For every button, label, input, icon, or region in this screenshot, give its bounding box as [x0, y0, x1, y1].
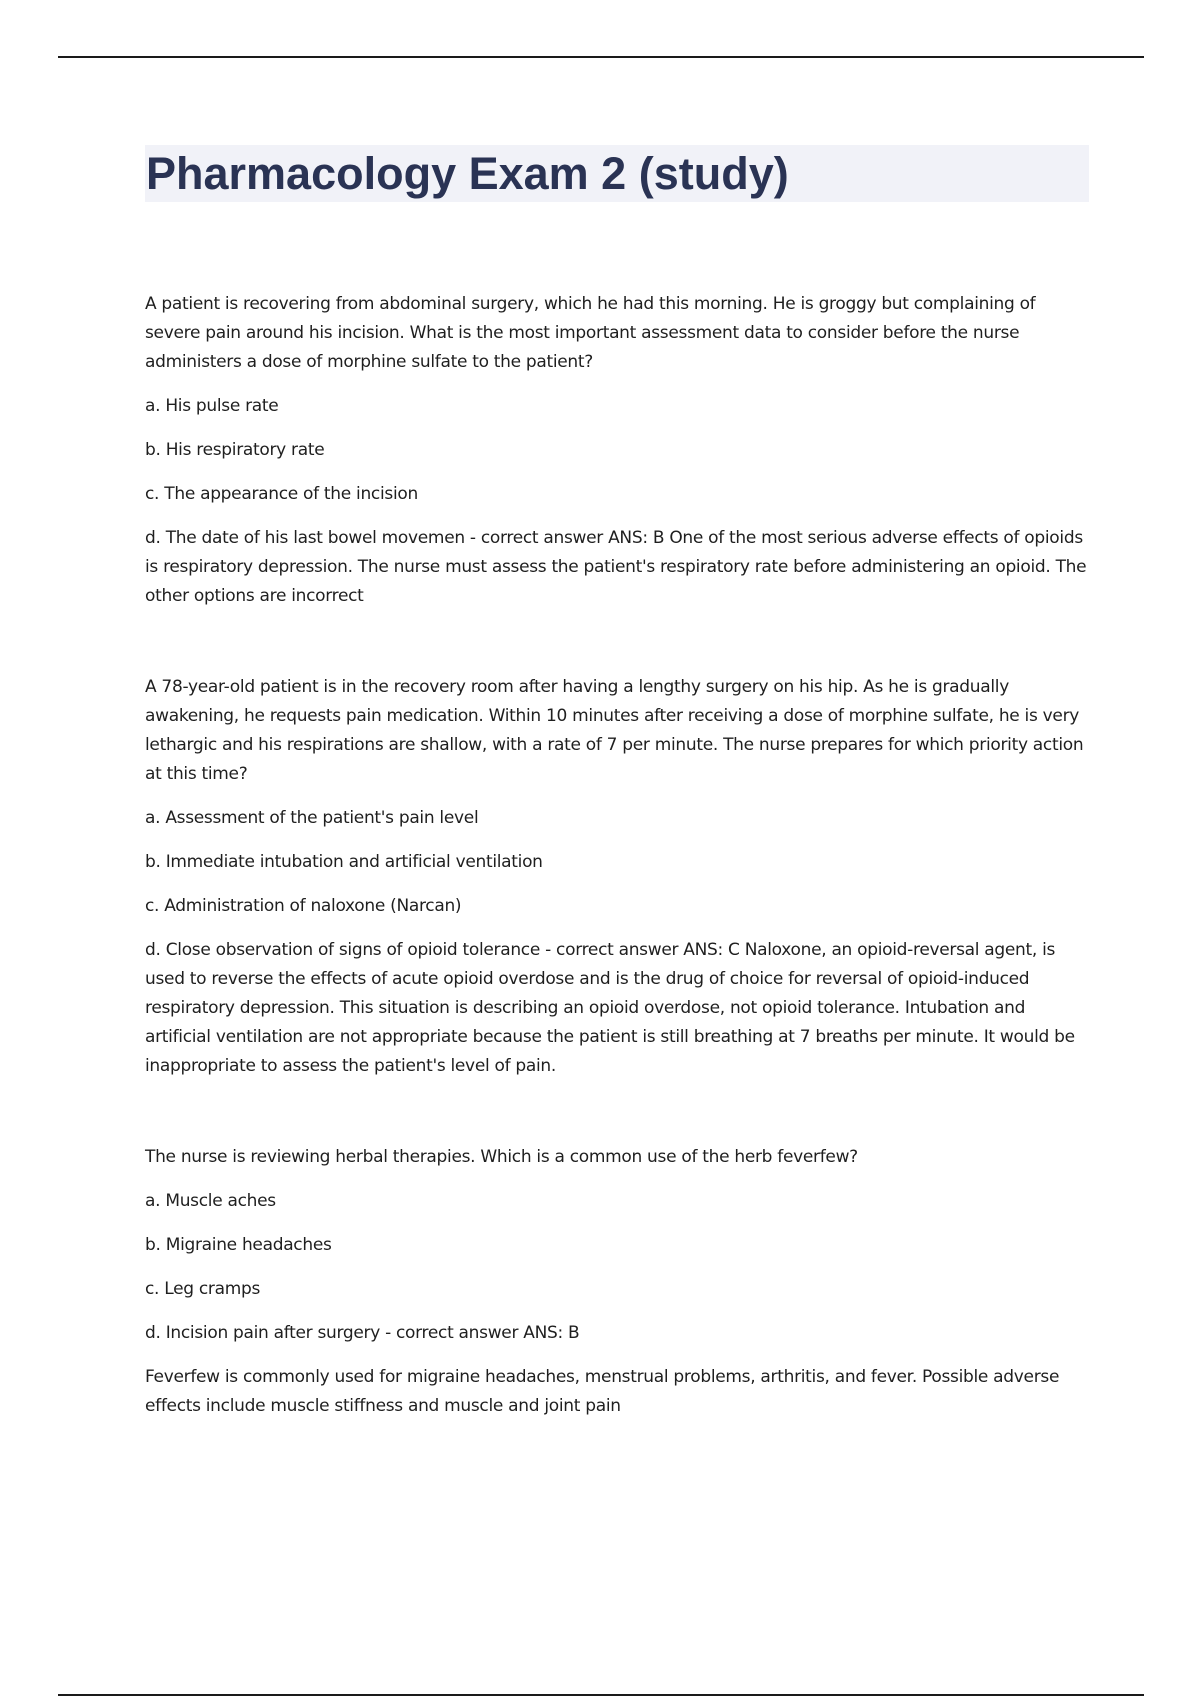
answer-option: a. Muscle aches: [145, 1191, 276, 1211]
answer-option: b. Immediate intubation and artificial ventilation: [145, 852, 543, 872]
page-title: Pharmacology Exam 2 (study): [146, 148, 789, 199]
document-body: [145, 290, 1093, 1483]
answer-option: d. The date of his last bowel movemen - correct answer ANS: B One of the most serious adverse effects of opioids is respiratory depression. The nurse must assess the patient's respiratory rate before administering an opioid. The other options are incorrect: [145, 528, 1087, 606]
question-block-2: [145, 673, 1093, 1081]
question-stem: The nurse is reviewing herbal therapies. Which is a common use of the herb feverfew?: [145, 1147, 858, 1167]
top-rule: [58, 56, 1144, 58]
question-block-3: [145, 1143, 1093, 1421]
question-stem: A patient is recovering from abdominal surgery, which he had this morning. He is groggy but complaining of severe pain around his incision. What is the most important assessment data to consider before the nurse administers a dose of morphine sulfate to the patient?: [145, 294, 1036, 372]
answer-option: a. His pulse rate: [145, 396, 279, 416]
question-block-1: [145, 290, 1093, 611]
question-stem: A 78-year-old patient is in the recovery room after having a lengthy surgery on his hip. As he is gradually awakening, he requests pain medication. Within 10 minutes after receiving a dose of morphine sulfate, he is very lethargic and his respirations are shallow, with a rate of 7 per minute. The nurse prepares for which priority action at this time?: [145, 677, 1084, 784]
answer-option: b. Migraine headaches: [145, 1235, 332, 1255]
answer-option: d. Incision pain after surgery - correct answer ANS: B: [145, 1323, 580, 1343]
answer-option: d. Close observation of signs of opioid tolerance - correct answer ANS: C Naloxone, an opioid-reversal agent, is used to reverse the effects of acute opioid overdose and is the drug of choice for reversal of opioid-induced respiratory depression. This situation is describing an opioid overdose, not opioid tolerance. Intubation and artificial ventilation are not appropriate because the patient is still breathing at 7 breaths per minute. It would be inappropriate to assess the patient's level of pain.: [145, 940, 1075, 1076]
answer-option: c. Administration of naloxone (Narcan): [145, 896, 462, 916]
answer-option: a. Assessment of the patient's pain level: [145, 808, 479, 828]
answer-option: b. His respiratory rate: [145, 440, 325, 460]
answer-explanation: Feverfew is commonly used for migraine headaches, menstrual problems, arthritis, and fever. Possible adverse effects include muscle stiffness and muscle and joint pain: [145, 1367, 1060, 1416]
answer-option: c. The appearance of the incision: [145, 484, 418, 504]
answer-option: c. Leg cramps: [145, 1279, 261, 1299]
bottom-rule: [58, 1694, 1144, 1696]
